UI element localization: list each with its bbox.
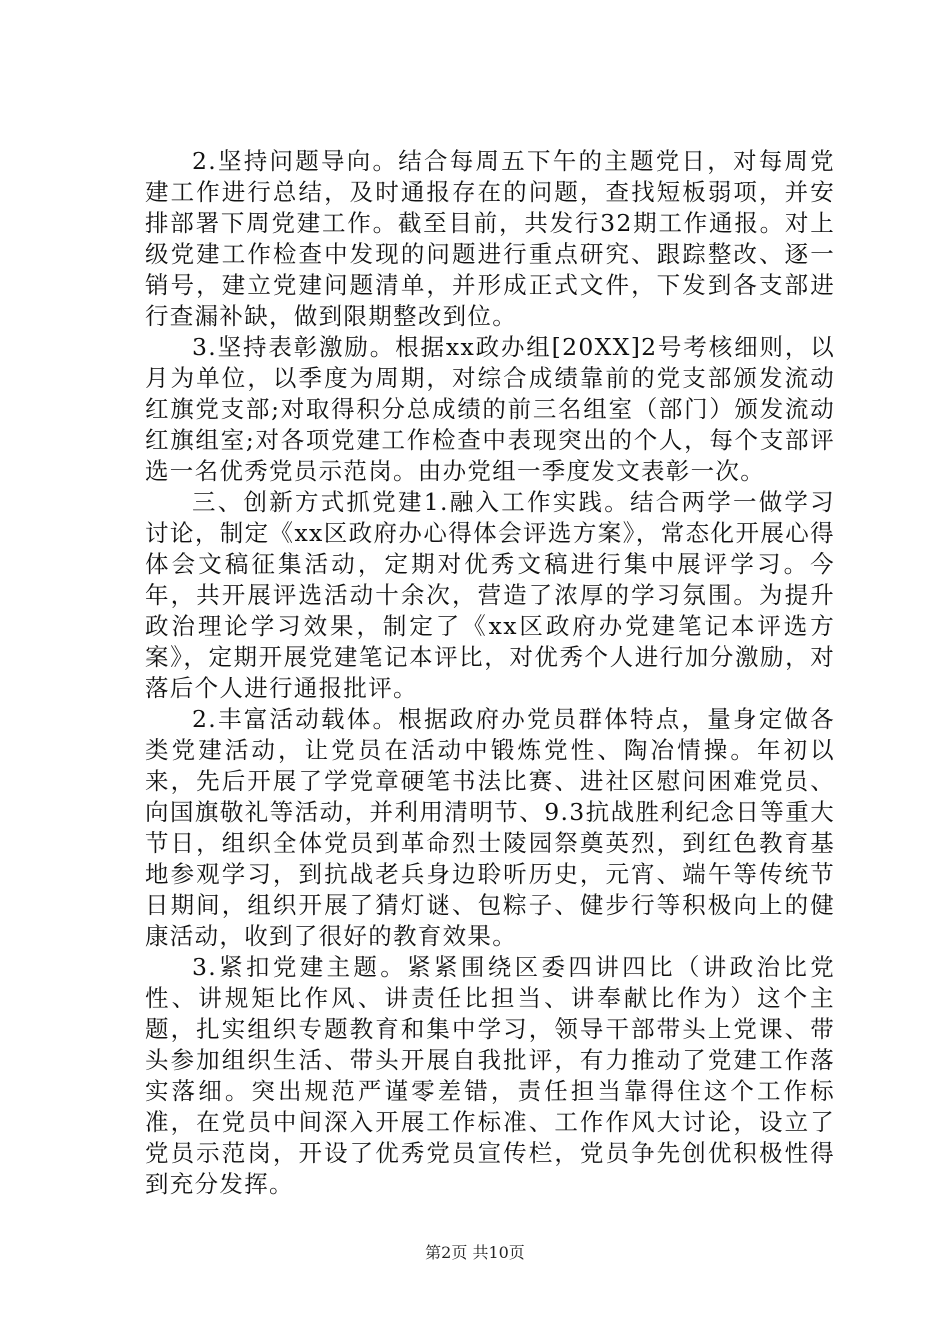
page-number-footer: 第2页 共10页	[425, 1243, 525, 1262]
paragraph-activity-carriers: 2.丰富活动载体。根据政府办党员群体特点，量身定做各类党建活动，让党员在活动中锻炼党性、陶冶情操。年初以来，先后开展了学党章硬笔书法比赛、进社区慰问困难党员、向国旗敬礼等活动，并利用清明节、9.3抗战胜利纪念日等重大节日，组织全体党员到革命烈士陵园祭奠英烈，到红色教育基地参观学习，到抗战老兵身边聆听历史，元宵、端午等传统节日期间，组织开展了猜灯谜、包粽子、健步行等积极向上的健康活动，收到了很好的教育效果。	[145, 705, 835, 950]
document-body	[145, 146, 835, 1200]
paragraph-innovation-practice: 三、创新方式抓党建1.融入工作实践。结合两学一做学习讨论，制定《xx区政府办心得体会评选方案》，常态化开展心得体会文稿征集活动，定期对优秀文稿进行集中展评学习。今年，共开展评选活动十余次，营造了浓厚的学习氛围。为提升政治理论学习效果，制定了《xx区政府办党建笔记本评选方案》，定期开展党建笔记本评比，对优秀个人进行加分激励，对落后个人进行通报批评。	[145, 488, 835, 702]
paragraph-party-theme: 3.紧扣党建主题。紧紧围绕区委四讲四比（讲政治比党性、讲规矩比作风、讲责任比担当、讲奉献比作为）这个主题，扎实组织专题教育和集中学习，领导干部带头上党课、带头参加组织生活、带头开展自我批评，有力推动了党建工作落实落细。突出规范严谨零差错，责任担当靠得住这个工作标准，在党员中间深入开展工作标准、工作作风大讨论，设立了党员示范岗，开设了优秀党员宣传栏，党员争先创优积极性得到充分发挥。	[145, 953, 835, 1198]
paragraph-commendation: 3.坚持表彰激励。根据xx政办组[20XX]2号考核细则，以月为单位，以季度为周期，对综合成绩靠前的党支部颁发流动红旗党支部;对取得积分总成绩的前三名组室（部门）颁发流动红旗组室;对各项党建工作检查中表现突出的个人，每个支部评选一名优秀党员示范岗。由办党组一季度发文表彰一次。	[145, 333, 835, 485]
paragraph-problem-orientation: 2.坚持问题导向。结合每周五下午的主题党日，对每周党建工作进行总结，及时通报存在的问题，查找短板弱项，并安排部署下周党建工作。截至目前，共发行32期工作通报。对上级党建工作检查中发现的问题进行重点研究、跟踪整改、逐一销号，建立党建问题清单，并形成正式文件，下发到各支部进行查漏补缺，做到限期整改到位。	[145, 147, 835, 330]
